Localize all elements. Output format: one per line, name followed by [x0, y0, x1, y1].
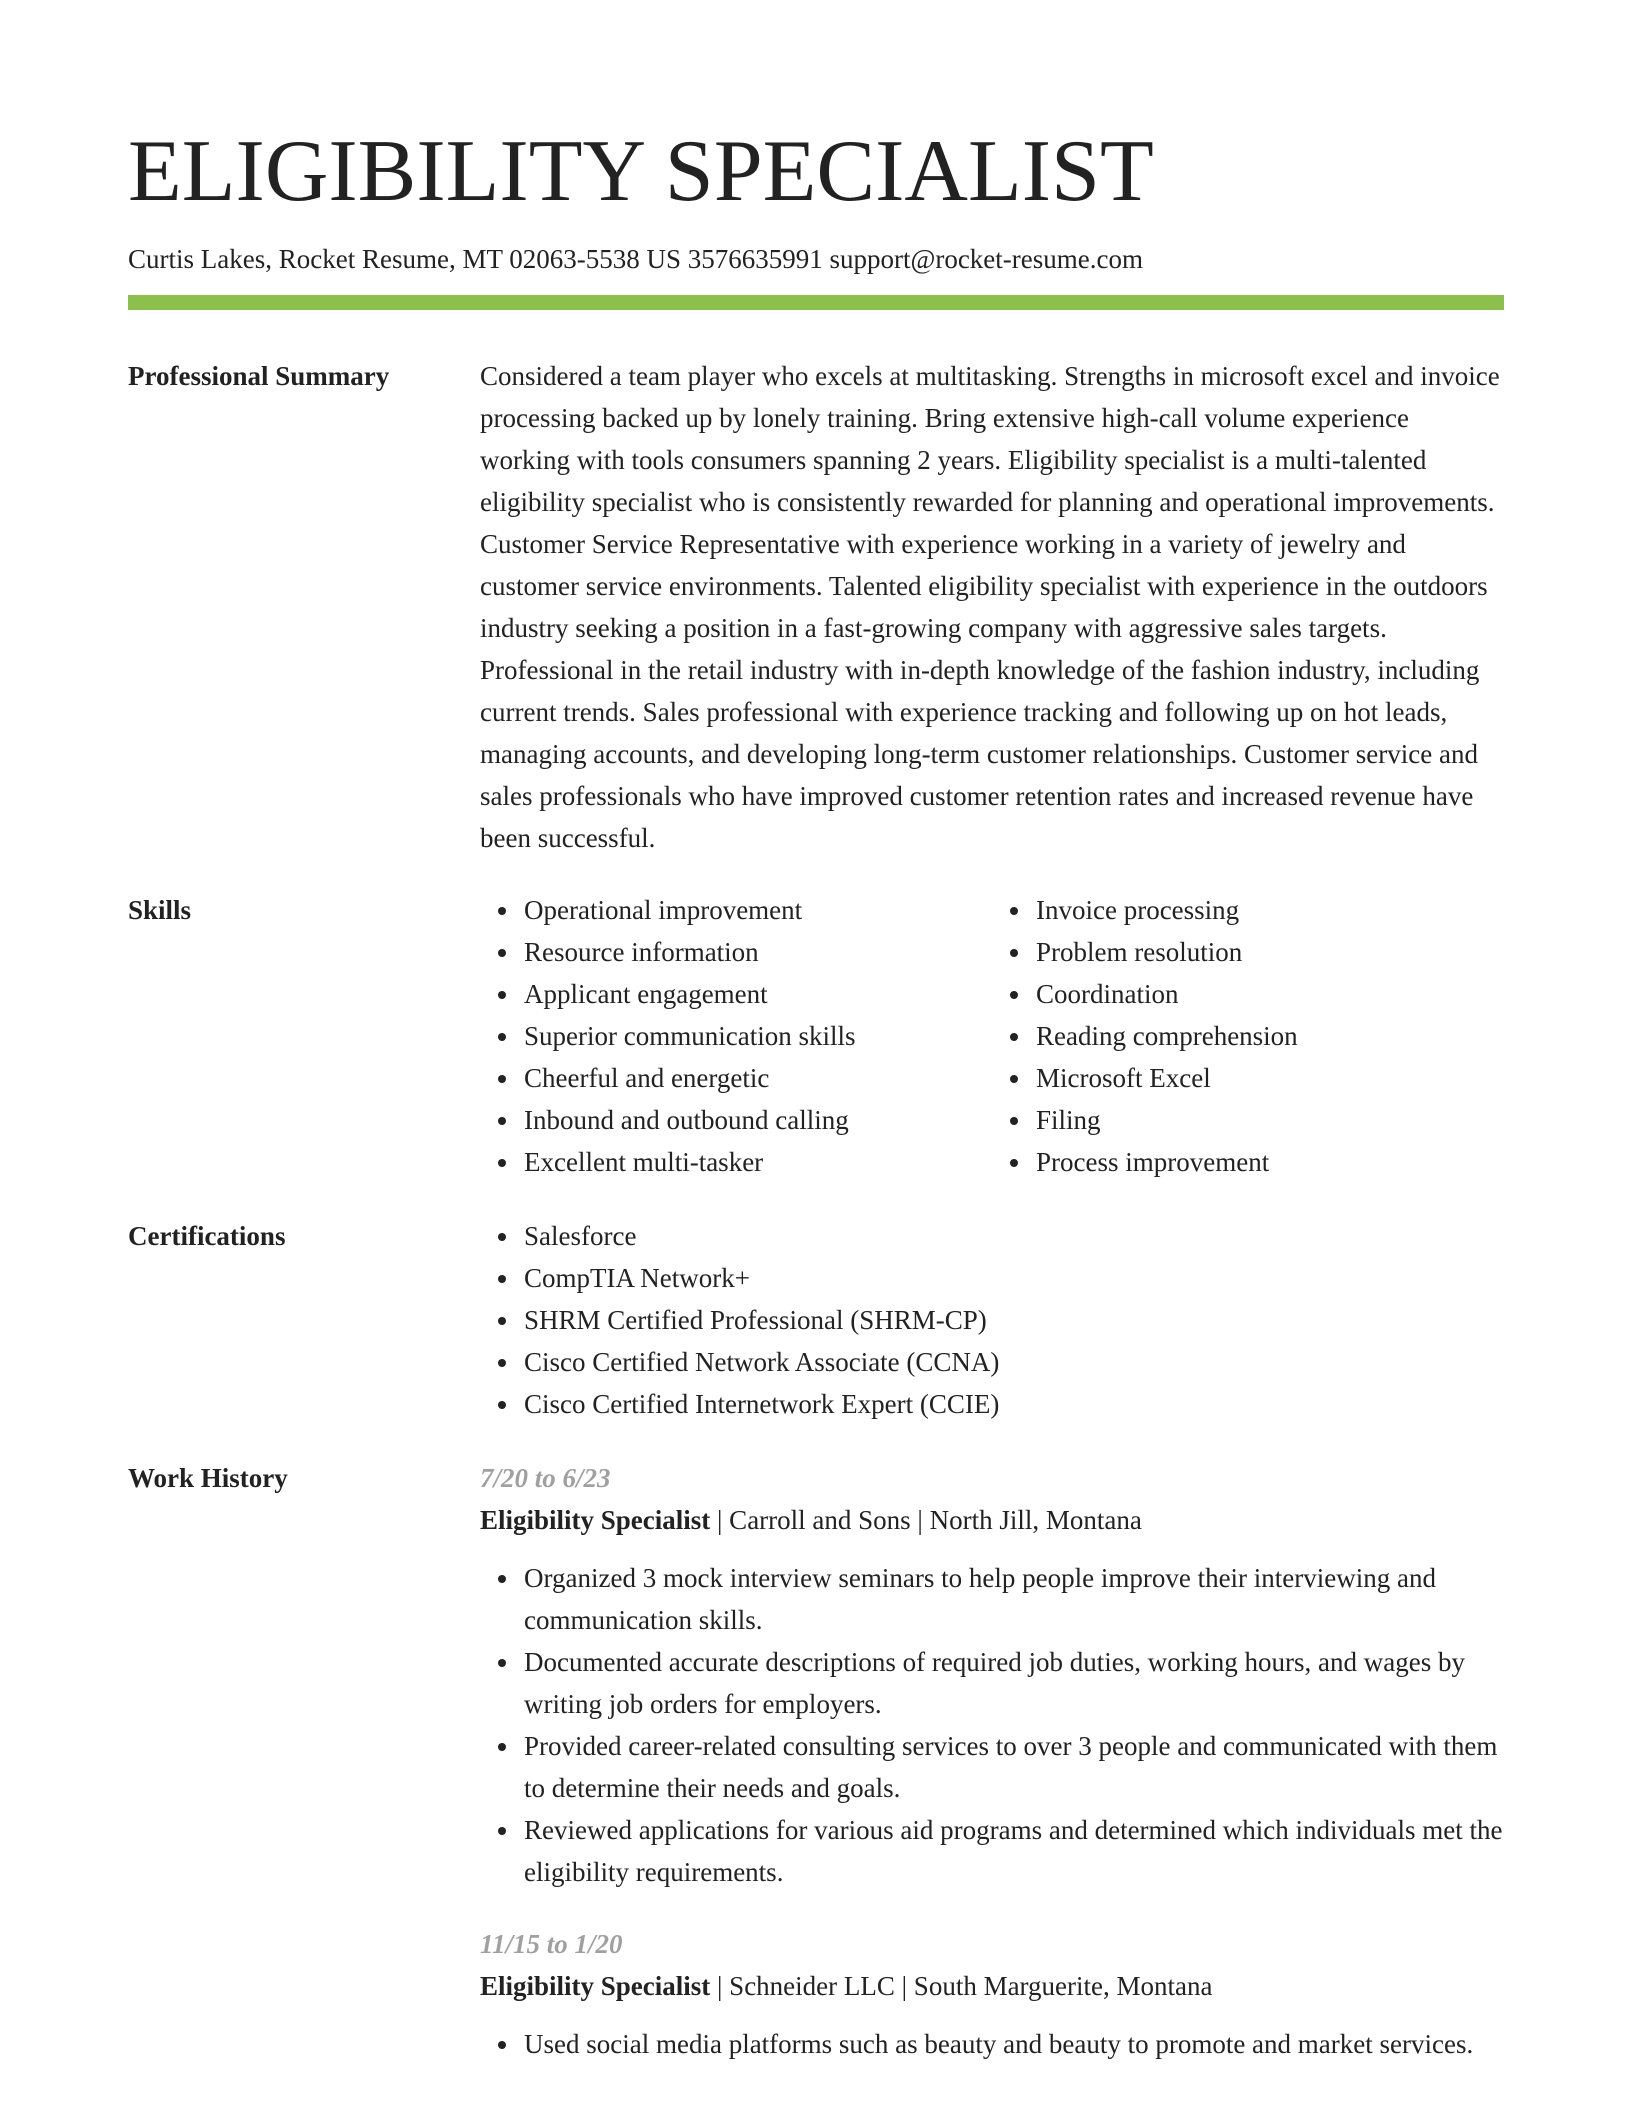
- summary-section: [128, 355, 1504, 859]
- list-item: Organized 3 mock interview seminars to help people improve their interviewing and communication skills.: [524, 1557, 1504, 1641]
- job-entry: [480, 1923, 1504, 2065]
- job-dates: 11/15 to 1/20: [480, 1929, 623, 1959]
- section-label-work-history: Work History: [128, 1463, 288, 1493]
- list-item: Invoice processing: [1036, 889, 1504, 931]
- section-label-skills: Skills: [128, 895, 192, 925]
- list-item: Superior communication skills: [524, 1015, 992, 1057]
- list-item: Process improvement: [1036, 1141, 1504, 1183]
- list-item: SHRM Certified Professional (SHRM-CP): [524, 1299, 1504, 1341]
- list-item: Reviewed applications for various aid programs and determined which individuals met the eligibility requirements.: [524, 1809, 1504, 1893]
- list-item: Applicant engagement: [524, 973, 992, 1015]
- skills-columns: [480, 889, 1504, 1183]
- work-history-content: [480, 1457, 1504, 2065]
- job-heading: [480, 1499, 1504, 1541]
- list-item: Salesforce: [524, 1215, 1504, 1257]
- resume-page: [128, 110, 1504, 2065]
- certifications-content: [480, 1215, 1504, 1425]
- list-item: Provided career-related consulting services to over 3 people and communicated with them to determine their needs and goals.: [524, 1725, 1504, 1809]
- list-item: CompTIA Network+: [524, 1257, 1504, 1299]
- list-item: Reading comprehension: [1036, 1015, 1504, 1057]
- job-entry: [480, 1457, 1504, 1893]
- list-item: Operational improvement: [524, 889, 992, 931]
- certifications-list: [480, 1215, 1504, 1425]
- list-item: Microsoft Excel: [1036, 1057, 1504, 1099]
- contact-line: Curtis Lakes, Rocket Resume, MT 02063-5538 US 3576635991 support@rocket-resume.com: [128, 244, 1143, 274]
- skills-section: [128, 889, 1504, 1183]
- list-item: Cheerful and energetic: [524, 1057, 992, 1099]
- section-label-certifications: Certifications: [128, 1221, 286, 1251]
- list-item: Filing: [1036, 1099, 1504, 1141]
- list-item: Used social media platforms such as beauty and beauty to promote and market services.: [524, 2023, 1504, 2065]
- resume-title: ELIGIBILITY SPECIALIST: [128, 123, 1154, 220]
- section-label-summary: Professional Summary: [128, 361, 390, 391]
- job-title: Eligibility Specialist: [480, 1971, 711, 2001]
- job-dates: 7/20 to 6/23: [480, 1463, 611, 1493]
- certifications-section: [128, 1215, 1504, 1425]
- list-item: Inbound and outbound calling: [524, 1099, 992, 1141]
- accent-divider: [128, 295, 1504, 310]
- list-item: Problem resolution: [1036, 931, 1504, 973]
- list-item: Cisco Certified Internetwork Expert (CCIE): [524, 1383, 1504, 1425]
- job-bullets: [480, 2023, 1504, 2065]
- list-item: Cisco Certified Network Associate (CCNA): [524, 1341, 1504, 1383]
- skills-list-right: [992, 889, 1504, 1183]
- list-item: Resource information: [524, 931, 992, 973]
- job-company-location: | Carroll and Sons | North Jill, Montana: [710, 1505, 1142, 1535]
- summary-text: Considered a team player who excels at multitasking. Strengths in microsoft excel and invoice processing backed up by lonely training. Bring extensive high-call volume experience working with tools consumers spanning 2 years. Eligibility specialist is a multi-talented eligibility specialist who is consistently rewarded for planning and operational improvements. Customer Service Representative with experience working in a variety of jewelry and customer service environments. Talented eligibility specialist with experience in the outdoors industry seeking a position in a fast-growing company with aggressive sales targets. Professional in the retail industry with in-depth knowledge of the fashion industry, including current trends. Sales professional with experience tracking and following up on hot leads, managing accounts, and developing long-term customer relationships. Customer service and sales professionals who have improved customer retention rates and increased revenue have been successful.: [480, 361, 1500, 853]
- job-title: Eligibility Specialist: [480, 1505, 711, 1535]
- skills-list-left: [480, 889, 992, 1183]
- list-item: Excellent multi-tasker: [524, 1141, 992, 1183]
- job-bullets: [480, 1557, 1504, 1893]
- work-history-section: [128, 1457, 1504, 2065]
- job-heading: [480, 1965, 1504, 2007]
- list-item: Coordination: [1036, 973, 1504, 1015]
- list-item: Documented accurate descriptions of required job duties, working hours, and wages by writing job orders for employers.: [524, 1641, 1504, 1725]
- job-company-location: | Schneider LLC | South Marguerite, Montana: [710, 1971, 1213, 2001]
